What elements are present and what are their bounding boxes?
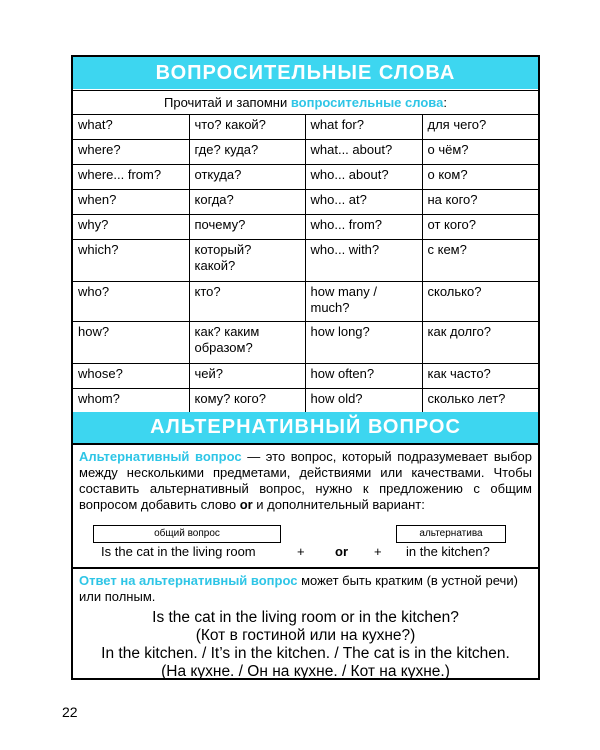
answer-desc: может быть кратким (в устной речи) или полным. <box>79 573 518 604</box>
content-frame <box>71 55 540 680</box>
table-cell: when? <box>73 190 189 215</box>
page-number: 22 <box>62 704 78 720</box>
general-question-box: общий вопрос <box>93 525 281 543</box>
table-cell: который? какой? <box>189 240 305 282</box>
formula-part2: in the kitchen? <box>406 544 490 559</box>
table-cell: о ком? <box>422 165 538 190</box>
table-cell: who... from? <box>305 215 422 240</box>
table-cell: who... with? <box>305 240 422 282</box>
table-cell: who... at? <box>305 190 422 215</box>
table-cell: о чём? <box>422 140 538 165</box>
table-row <box>73 115 538 140</box>
example-line: (На кухне. / Он на кухне. / Кот на кухне.) <box>161 663 450 680</box>
table-cell: как долго? <box>422 322 538 364</box>
table-cell: что? какой? <box>189 115 305 140</box>
page-title: ВОПРОСИТЕЛЬНЫЕ СЛОВА <box>73 57 538 89</box>
table-row <box>73 215 538 240</box>
formula-or: or <box>335 544 348 559</box>
table-cell: когда? <box>189 190 305 215</box>
alt-definition-text <box>79 449 532 513</box>
table-row <box>73 282 538 322</box>
instruction-suffix: : <box>443 95 447 110</box>
question-words-table <box>73 114 538 414</box>
table-cell: кто? <box>189 282 305 322</box>
alt-definition <box>73 443 538 567</box>
formula-plus1: + <box>297 544 305 559</box>
table-cell: who... about? <box>305 165 422 190</box>
table-cell: как? каким образом? <box>189 322 305 364</box>
answer-section <box>73 567 538 678</box>
table-cell: where? <box>73 140 189 165</box>
table-cell: кому? кого? <box>189 389 305 414</box>
table-cell: с кем? <box>422 240 538 282</box>
alt-text-1: — это вопрос, который подразумевает выбор между несколькими предметами, действиями или качествами. Чтобы составить альтернативный вопрос, нужно к предложению с общим вопросом добавить слово <box>79 449 532 512</box>
table-cell: what... about? <box>305 140 422 165</box>
table-cell: где? куда? <box>189 140 305 165</box>
table-cell: чей? <box>189 364 305 389</box>
example-line: In the kitchen. / It’s in the kitchen. / The cat is in the kitchen. <box>101 645 510 662</box>
alt-text-2: и дополнительный вариант: <box>252 497 425 512</box>
table-cell: how old? <box>305 389 422 414</box>
alt-section-title: АЛЬТЕРНАТИВНЫЙ ВОПРОС <box>73 412 538 443</box>
instruction-prefix: Прочитай и запомни <box>164 95 291 110</box>
table-cell: для чего? <box>422 115 538 140</box>
instruction <box>73 90 538 115</box>
alternative-box: альтернатива <box>396 525 506 543</box>
alt-term: Альтернативный вопрос <box>79 449 242 464</box>
table-row <box>73 322 538 364</box>
table-cell: why? <box>73 215 189 240</box>
answer-text <box>79 573 532 605</box>
formula-plus2: + <box>374 544 382 559</box>
table-cell: почему? <box>189 215 305 240</box>
table-cell: how many / much? <box>305 282 422 322</box>
table-row <box>73 389 538 414</box>
table-row <box>73 364 538 389</box>
table-cell: whom? <box>73 389 189 414</box>
table-row <box>73 165 538 190</box>
table-cell: where... from? <box>73 165 189 190</box>
table-cell: who? <box>73 282 189 322</box>
example-line: Is the cat in the living room or in the kitchen? <box>152 609 459 626</box>
table-cell: сколько лет? <box>422 389 538 414</box>
alt-or-word: or <box>239 497 253 512</box>
table-cell: what? <box>73 115 189 140</box>
table-row <box>73 240 538 282</box>
example-line: (Кот в гостиной или на кухне?) <box>195 627 416 644</box>
answer-term: Ответ на альтернативный вопрос <box>79 573 298 588</box>
table-cell: от кого? <box>422 215 538 240</box>
table-row <box>73 140 538 165</box>
table-cell: how? <box>73 322 189 364</box>
table-cell: how often? <box>305 364 422 389</box>
table-cell: how long? <box>305 322 422 364</box>
table-cell: which? <box>73 240 189 282</box>
table-cell: как часто? <box>422 364 538 389</box>
formula-part1: Is the cat in the living room <box>101 544 256 559</box>
table-cell: whose? <box>73 364 189 389</box>
table-row <box>73 190 538 215</box>
table-cell: на кого? <box>422 190 538 215</box>
table-cell: what for? <box>305 115 422 140</box>
table-cell: откуда? <box>189 165 305 190</box>
table-cell: сколько? <box>422 282 538 322</box>
instruction-highlight: вопросительные слова <box>290 95 444 110</box>
